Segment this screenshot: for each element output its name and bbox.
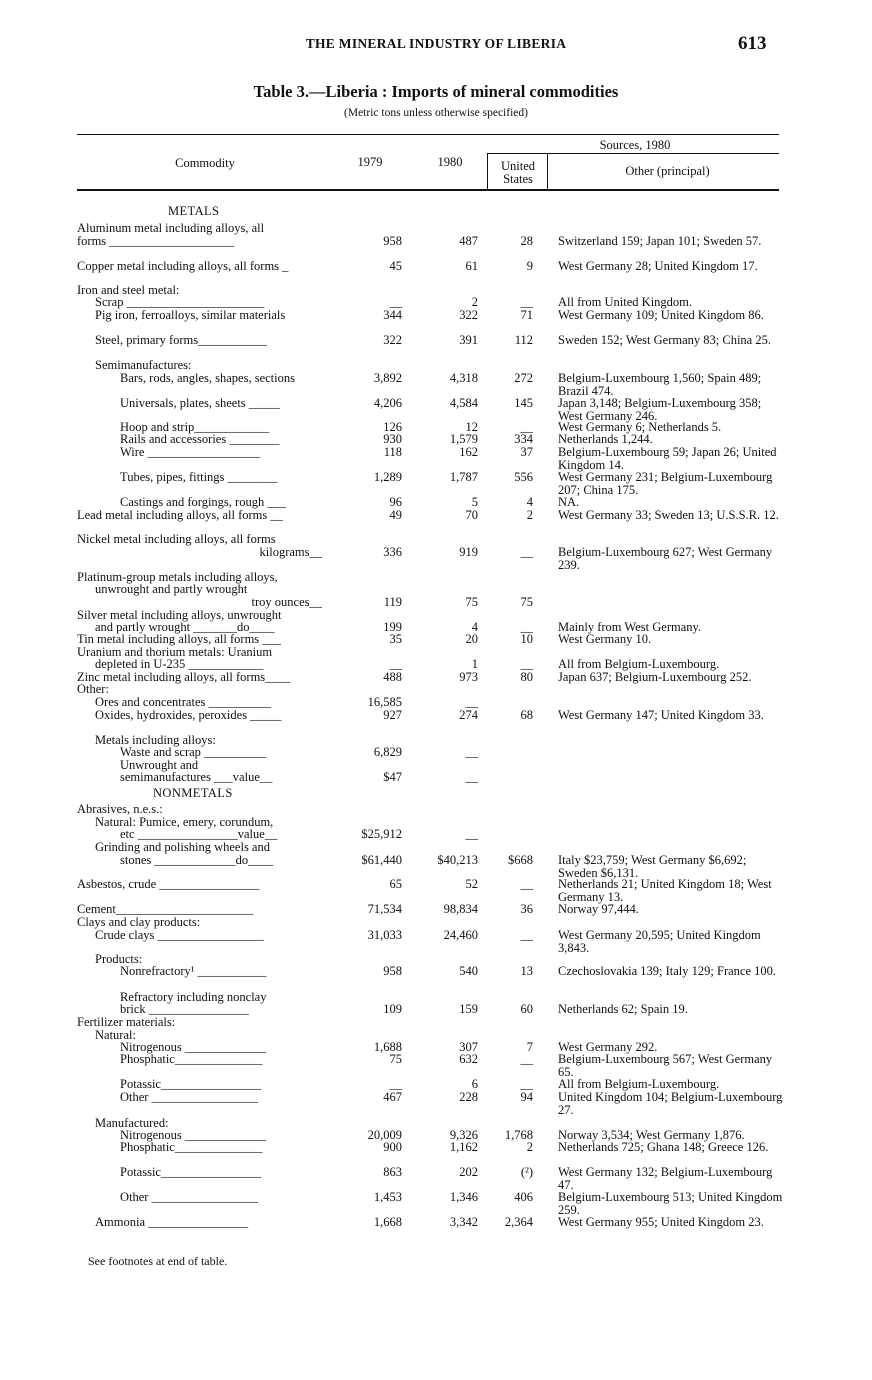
value-1980-cell: 307 <box>459 1040 478 1054</box>
table-subtitle: (Metric tons unless otherwise specified) <box>344 107 528 119</box>
other-sources-cell: Netherlands 62; Spain 19. <box>558 1002 688 1016</box>
united-states-cell: 10 <box>520 632 533 646</box>
value-1980-cell: 162 <box>459 445 478 459</box>
value-1980-cell: 9,326 <box>449 1128 478 1142</box>
united-states-cell: __ <box>520 620 533 634</box>
value-1979-cell: 118 <box>383 445 402 459</box>
value-1980-cell: 4,584 <box>449 396 478 410</box>
united-states-cell: $668 <box>508 853 533 867</box>
other-sources-cell: Belgium-Luxembourg 567; West Germany 65. <box>558 1052 773 1079</box>
united-states-cell: 13 <box>520 964 533 978</box>
united-states-cell: 2 <box>526 508 533 522</box>
commodity-cell: Nonrefractory¹ ___________ <box>120 964 267 978</box>
commodity-cell: Aluminum metal including alloys, all <box>77 221 265 235</box>
united-states-cell: 80 <box>520 670 533 684</box>
other-sources-cell: NA. <box>558 495 580 509</box>
value-1980-cell: $40,213 <box>437 853 478 867</box>
running-head: THE MINERAL INDUSTRY OF LIBERIA <box>305 36 567 51</box>
commodity-cell: etc ________________value__ <box>120 827 278 841</box>
other-sources-cell: Norway 97,444. <box>558 902 639 916</box>
commodity-cell: stones _____________do____ <box>120 853 274 867</box>
value-1979-cell: 96 <box>389 495 402 509</box>
commodity-cell: Grinding and polishing wheels and <box>95 840 270 854</box>
other-sources-cell: Norway 3,534; West Germany 1,876. <box>558 1128 745 1142</box>
value-1980-cell: 973 <box>459 670 478 684</box>
commodity-cell: Metals including alloys: <box>95 733 216 747</box>
value-1979-cell: __ <box>389 1077 402 1091</box>
other-sources-cell: Sweden 152; West Germany 83; China 25. <box>558 333 771 347</box>
commodity-cell: and partly wrought _______do____ <box>95 620 275 634</box>
value-1980-cell: 202 <box>459 1165 478 1179</box>
value-1979-cell: 488 <box>383 670 402 684</box>
header-bottom-rule <box>77 189 779 191</box>
value-1979-cell: 322 <box>383 333 402 347</box>
value-1979-cell: 75 <box>389 1052 402 1066</box>
united-states-cell: 60 <box>520 1002 533 1016</box>
other-sources-cell: West Germany 132; Belgium-Luxembourg 47. <box>558 1165 773 1192</box>
commodity-cell: troy ounces__ <box>251 595 322 609</box>
value-1980-cell: 3,342 <box>449 1215 478 1229</box>
commodity-cell: Other _________________ <box>120 1190 258 1204</box>
value-1979-cell: 71,534 <box>367 902 402 916</box>
commodity-cell: unwrought and partly wrought <box>95 582 248 596</box>
header-1979: 1979 <box>357 155 383 169</box>
value-1980-cell: 4,318 <box>449 371 478 385</box>
other-sources-cell: West Germany 292. <box>558 1040 658 1054</box>
value-1979-cell: 45 <box>389 259 402 273</box>
commodity-cell: Cement______________________ <box>77 902 254 916</box>
value-1980-cell: 322 <box>459 308 478 322</box>
value-1980-cell: 1,579 <box>449 432 478 446</box>
value-1979-cell: 109 <box>383 1002 402 1016</box>
united-states-cell: __ <box>520 928 533 942</box>
united-states-cell: 36 <box>520 902 533 916</box>
value-1979-cell: 65 <box>389 877 402 891</box>
other-sources-cell: United Kingdom 104; Belgium-Luxembourg 27. <box>558 1090 783 1117</box>
other-sources-cell: Netherlands 725; Ghana 148; Greece 126. <box>558 1140 769 1154</box>
value-1980-cell: 5 <box>471 495 478 509</box>
value-1980-cell: 632 <box>459 1052 478 1066</box>
united-states-cell: __ <box>520 295 533 309</box>
commodity-cell: Asbestos, crude ________________ <box>77 877 260 891</box>
united-states-cell: 145 <box>514 396 533 410</box>
value-1980-cell: 1,787 <box>449 470 478 484</box>
other-sources-cell: Netherlands 21; United Kingdom 18; West Germany 13. <box>558 877 772 904</box>
other-sources-cell: Belgium-Luxembourg 627; West Germany 239. <box>558 545 773 572</box>
commodity-cell: Scrap ______________________ <box>95 295 265 309</box>
value-1980-cell: __ <box>465 745 478 759</box>
value-1980-cell: 98,834 <box>443 902 478 916</box>
value-1979-cell: 4,206 <box>373 396 402 410</box>
united-states-cell: 4 <box>526 495 533 509</box>
value-1980-cell: 2 <box>471 295 478 309</box>
united-states-cell: __ <box>520 877 533 891</box>
commodity-cell: Fertilizer materials: <box>77 1015 176 1029</box>
commodity-cell: Hoop and strip____________ <box>120 420 270 434</box>
commodity-cell: Lead metal including alloys, all forms __ <box>77 508 283 522</box>
value-1980-cell: 75 <box>465 595 478 609</box>
value-1979-cell: 20,009 <box>367 1128 402 1142</box>
commodity-cell: Steel, primary forms___________ <box>95 333 267 347</box>
commodity-cell: Zinc metal including alloys, all forms____ <box>77 670 291 684</box>
table-title: Table 3.—Liberia : Imports of mineral commodities <box>253 82 619 101</box>
value-1980-cell: __ <box>465 695 478 709</box>
value-1979-cell: 467 <box>383 1090 402 1104</box>
section-nonmetals: NONMETALS <box>153 786 233 800</box>
commodity-cell: Nickel metal including alloys, all forms <box>77 532 276 546</box>
other-sources-cell: All from Belgium-Luxembourg. <box>558 657 720 671</box>
commodity-cell: Wire __________________ <box>120 445 261 459</box>
other-sources-cell: West Germany 147; United Kingdom 33. <box>558 708 764 722</box>
united-states-cell: 37 <box>520 445 533 459</box>
value-1980-cell: 4 <box>471 620 478 634</box>
other-sources-cell: Czechoslovakia 139; Italy 129; France 100. <box>558 964 776 978</box>
value-1979-cell: 958 <box>383 234 402 248</box>
value-1979-cell: $47 <box>383 770 402 784</box>
united-states-cell: 75 <box>520 595 533 609</box>
value-1979-cell: $61,440 <box>361 853 402 867</box>
value-1979-cell: 119 <box>383 595 402 609</box>
page-number: 613 <box>738 33 767 54</box>
commodity-cell: Ammonia ________________ <box>95 1215 249 1229</box>
united-states-cell: 7 <box>526 1040 533 1054</box>
other-sources-cell: Belgium-Luxembourg 513; United Kingdom 259. <box>558 1190 783 1217</box>
value-1980-cell: 391 <box>459 333 478 347</box>
united-states-cell: __ <box>520 1052 533 1066</box>
sources-rule <box>487 153 779 154</box>
value-1979-cell: 900 <box>383 1140 402 1154</box>
commodity-cell: Semimanufactures: <box>95 358 192 372</box>
commodity-cell: Oxides, hydroxides, peroxides _____ <box>95 708 282 722</box>
value-1979-cell: 16,585 <box>367 695 402 709</box>
commodity-cell: Crude clays _________________ <box>95 928 264 942</box>
other-sources-cell: All from United Kingdom. <box>558 295 693 309</box>
united-states-cell: 406 <box>514 1190 533 1204</box>
value-1979-cell: 336 <box>383 545 402 559</box>
value-1979-cell: __ <box>389 295 402 309</box>
value-1980-cell: 24,460 <box>443 928 478 942</box>
value-1980-cell: 52 <box>465 877 478 891</box>
united-states-cell: 9 <box>526 259 533 273</box>
commodity-cell: Nitrogenous _____________ <box>120 1040 267 1054</box>
other-sources-cell: West Germany 20,595; United Kingdom 3,843. <box>558 928 761 955</box>
united-states-cell: 272 <box>514 371 533 385</box>
united-states-cell: 112 <box>514 333 533 347</box>
commodity-cell: Nitrogenous _____________ <box>120 1128 267 1142</box>
value-1979-cell: 927 <box>383 708 402 722</box>
commodity-cell: Other: <box>77 682 109 696</box>
value-1979-cell: 930 <box>383 432 402 446</box>
united-states-cell: __ <box>520 1077 533 1091</box>
value-1980-cell: 919 <box>459 545 478 559</box>
commodity-cell: Natural: <box>95 1028 136 1042</box>
united-states-cell: 94 <box>520 1090 533 1104</box>
header-commodity: Commodity <box>175 156 235 170</box>
commodity-cell: Unwrought and <box>120 758 199 772</box>
united-states-cell: __ <box>520 420 533 434</box>
commodity-cell: Platinum-group metals including alloys, <box>77 570 278 584</box>
value-1979-cell: 126 <box>383 420 402 434</box>
other-sources-cell: Mainly from West Germany. <box>558 620 702 634</box>
value-1979-cell: 1,453 <box>373 1190 402 1204</box>
other-sources-cell: Switzerland 159; Japan 101; Sweden 57. <box>558 234 762 248</box>
commodity-cell: Other _________________ <box>120 1090 258 1104</box>
commodity-cell: Ores and concentrates __________ <box>95 695 271 709</box>
value-1979-cell: $25,912 <box>361 827 402 841</box>
other-sources-cell: West Germany 33; Sweden 13; U.S.S.R. 12. <box>558 508 779 522</box>
united-states-cell: 2 <box>526 1140 533 1154</box>
header-1980: 1980 <box>437 155 463 169</box>
united-states-cell: 71 <box>520 308 533 322</box>
commodity-cell: depleted in U-235 ____________ <box>95 657 264 671</box>
united-states-cell: 556 <box>514 470 533 484</box>
value-1980-cell: 540 <box>459 964 478 978</box>
commodity-cell: Silver metal including alloys, unwrought <box>77 608 282 622</box>
other-sources-cell: West Germany 28; United Kingdom 17. <box>558 259 758 273</box>
other-sources-cell: Belgium-Luxembourg 59; Japan 26; United Kingdom 14. <box>558 445 777 472</box>
value-1980-cell: 20 <box>465 632 478 646</box>
commodity-cell: Rails and accessories ________ <box>120 432 280 446</box>
value-1980-cell: 61 <box>465 259 478 273</box>
commodity-cell: Bars, rods, angles, shapes, sections <box>120 371 295 385</box>
value-1980-cell: 487 <box>459 234 478 248</box>
value-1979-cell: 958 <box>383 964 402 978</box>
value-1980-cell: 6 <box>471 1077 478 1091</box>
other-column-divider <box>547 153 548 189</box>
other-sources-cell: West Germany 231; Belgium-Luxembourg 207; China 175. <box>558 470 773 497</box>
commodity-cell: brick ________________ <box>120 1002 249 1016</box>
other-sources-cell: West Germany 109; United Kingdom 86. <box>558 308 764 322</box>
value-1979-cell: 1,289 <box>373 470 402 484</box>
commodity-cell: kilograms__ <box>259 545 322 559</box>
commodity-cell: Waste and scrap __________ <box>120 745 267 759</box>
header-sources: Sources, 1980 <box>599 138 671 152</box>
commodity-cell: Manufactured: <box>95 1116 169 1130</box>
other-sources-cell: Belgium-Luxembourg 1,560; Spain 489; Brazil 474. <box>558 371 762 398</box>
section-metals: METALS <box>168 204 220 218</box>
united-states-cell: (²) <box>520 1165 533 1179</box>
commodity-cell: Tubes, pipes, fittings ________ <box>120 470 278 484</box>
value-1980-cell: __ <box>465 827 478 841</box>
value-1979-cell: 49 <box>389 508 402 522</box>
value-1980-cell: 70 <box>465 508 478 522</box>
commodity-cell: semimanufactures ___value__ <box>120 770 273 784</box>
united-states-cell: 28 <box>520 234 533 248</box>
commodity-cell: Phosphatic______________ <box>120 1140 263 1154</box>
commodity-cell: Natural: Pumice, emery, corundum, <box>95 815 274 829</box>
commodity-cell: Potassic________________ <box>120 1077 261 1091</box>
united-states-cell: __ <box>520 545 533 559</box>
value-1979-cell: __ <box>389 657 402 671</box>
value-1980-cell: 159 <box>459 1002 478 1016</box>
value-1979-cell: 1,668 <box>373 1215 402 1229</box>
other-sources-cell: West Germany 10. <box>558 632 652 646</box>
value-1980-cell: 274 <box>459 708 478 722</box>
other-sources-cell: Netherlands 1,244. <box>558 432 653 446</box>
commodity-cell: Iron and steel metal: <box>77 283 180 297</box>
value-1979-cell: 3,892 <box>373 371 402 385</box>
value-1980-cell: 12 <box>465 420 478 434</box>
other-sources-cell: Italy $23,759; West Germany $6,692; Sweden $6,131. <box>558 853 747 880</box>
header-top-rule <box>77 134 779 135</box>
value-1980-cell: 1,162 <box>449 1140 478 1154</box>
value-1979-cell: 199 <box>383 620 402 634</box>
other-sources-cell: West Germany 6; Netherlands 5. <box>558 420 722 434</box>
other-sources-cell: Japan 637; Belgium-Luxembourg 252. <box>558 670 752 684</box>
us-column-divider <box>487 153 488 189</box>
commodity-cell: Copper metal including alloys, all forms _ <box>77 259 289 273</box>
commodity-cell: Universals, plates, sheets _____ <box>120 396 281 410</box>
commodity-cell: Refractory including nonclay <box>120 990 267 1004</box>
value-1979-cell: 1,688 <box>373 1040 402 1054</box>
header-other-principal: Other (principal) <box>625 164 710 178</box>
footnote: See footnotes at end of table. <box>88 1254 228 1268</box>
commodity-cell: Clays and clay products: <box>77 915 201 929</box>
united-states-cell: __ <box>520 657 533 671</box>
header-united-states: United States <box>500 159 536 186</box>
value-1979-cell: 6,829 <box>373 745 402 759</box>
value-1980-cell: 1 <box>471 657 478 671</box>
commodity-cell: Products: <box>95 952 143 966</box>
united-states-cell: 68 <box>520 708 533 722</box>
other-sources-cell: All from Belgium-Luxembourg. <box>558 1077 720 1091</box>
united-states-cell: 2,364 <box>504 1215 533 1229</box>
other-sources-cell: West Germany 955; United Kingdom 23. <box>558 1215 764 1229</box>
commodity-cell: Uranium and thorium metals: Uranium <box>77 645 273 659</box>
commodity-cell: Pig iron, ferroalloys, similar materials <box>95 308 286 322</box>
commodity-cell: forms ____________________ <box>77 234 235 248</box>
value-1979-cell: 35 <box>389 632 402 646</box>
value-1979-cell: 31,033 <box>367 928 402 942</box>
value-1980-cell: __ <box>465 770 478 784</box>
commodity-cell: Abrasives, n.e.s.: <box>77 802 163 816</box>
value-1979-cell: 344 <box>383 308 402 322</box>
other-sources-cell: Japan 3,148; Belgium-Luxembourg 358; West Germany 246. <box>558 396 762 423</box>
value-1980-cell: 1,346 <box>449 1190 478 1204</box>
commodity-cell: Potassic________________ <box>120 1165 261 1179</box>
commodity-cell: Tin metal including alloys, all forms ___ <box>77 632 282 646</box>
commodity-cell: Phosphatic______________ <box>120 1052 263 1066</box>
united-states-cell: 334 <box>514 432 533 446</box>
united-states-cell: 1,768 <box>504 1128 533 1142</box>
commodity-cell: Castings and forgings, rough ___ <box>120 495 287 509</box>
value-1980-cell: 228 <box>459 1090 478 1104</box>
value-1979-cell: 863 <box>383 1165 402 1179</box>
